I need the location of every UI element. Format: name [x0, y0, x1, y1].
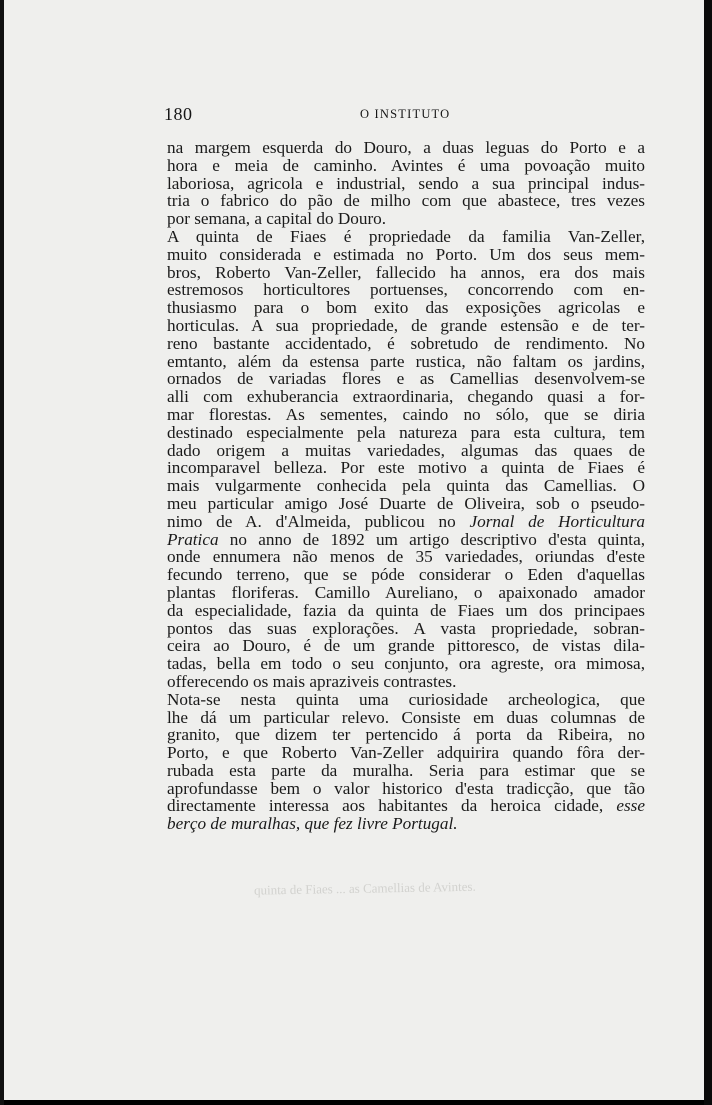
text-line: Nota-se nesta quinta uma curiosidade archeologica, que	[167, 689, 645, 709]
text-line: mais vulgarmente conhecida pela quinta das Camellias. O	[167, 476, 645, 496]
text-line-motto	[167, 815, 645, 833]
text-line: mar florestas. As sementes, caindo no sólo, que se diria	[167, 404, 645, 424]
text-line: rubada esta parte da muralha. Seria para estimar que se	[167, 760, 645, 780]
text-line: hora e meia de caminho. Avintes é uma povoação muito	[167, 155, 645, 175]
text-line: granito, que dizem ter pertencido á porta da Ribeira, no	[167, 725, 645, 745]
text-line: plantas floriferas. Camillo Aureliano, o apaixonado amador	[167, 582, 645, 602]
text-line: aprofundasse bem o valor historico d'esta tradicção, que tão	[167, 778, 645, 798]
text-line: tadas, bella em todo o seu conjunto, ora agreste, ora mimosa,	[167, 654, 645, 674]
text-line-journal-cont	[167, 531, 645, 549]
scan-edge-right	[704, 0, 712, 1105]
page-header	[164, 104, 642, 128]
text-run: directamente interessa aos habitantes da heroica cidade,	[167, 796, 604, 816]
motto: berço de muralhas, que fez livre Portugal.	[167, 814, 458, 834]
text-line: muito considerada e estimada no Porto. Um dos seus mem-	[167, 244, 645, 264]
text-line: fecundo terreno, que se póde considerar o Eden d'aquellas	[167, 565, 645, 585]
text-line: dado origem a muitas variedades, algumas das quaes de	[167, 440, 645, 460]
text-line: Porto, e que Roberto Van-Zeller adquirira quando fôra der-	[167, 743, 645, 763]
text-line: A quinta de Fiaes é propriedade da familia Van-Zeller,	[167, 226, 645, 246]
text-line: alli com exhuberancia extraordinaria, chegando quasi a for-	[167, 387, 645, 407]
text-line: thusiasmo para o bom exito das exposições agricolas e	[167, 298, 645, 318]
text-line: laboriosa, agricola e industrial, sendo a sua principal indus-	[167, 173, 645, 193]
show-through-text: quinta de Fiaes ... as Camellias de Avintes.	[253, 878, 476, 898]
text-line: lhe dá um particular relevo. Consiste em duas columnas de	[167, 707, 645, 727]
running-title: O INSTITUTO	[360, 107, 451, 121]
book-page	[4, 0, 704, 1100]
text-line: bros, Roberto Van-Zeller, fallecido ha annos, era dos mais	[167, 262, 645, 282]
journal-title: Jornal de Horticultura	[469, 511, 646, 531]
text-line: por semana, a capital do Douro.	[167, 209, 387, 229]
text-line: onde ennumera não menos de 35 variedades, oriundas d'este	[167, 547, 645, 567]
text-line: da especialidade, fazia da quinta de Fiaes um dos principaes	[167, 600, 645, 620]
text-line: horticulas. A sua propriedade, de grande estensão e de ter-	[167, 315, 645, 335]
text-line: estremosos horticultores portuenses, concorrendo com en-	[167, 280, 645, 300]
text-line: incomparavel belleza. Por este motivo a quinta de Fiaes é	[167, 458, 645, 478]
text-line: ceira ao Douro, é de um grande pittoresco, de vistas dila-	[167, 636, 645, 656]
text-line: ornados de variadas flores e as Camellias desenvolvem-se	[167, 369, 645, 389]
body-text	[167, 139, 645, 833]
text-line: offerecendo os mais apraziveis contrastes.	[167, 671, 457, 691]
text-line: reno bastante accidentado, é sobretudo de rendimento. No	[167, 333, 645, 353]
text-run: no anno de 1892 um artigo descriptivo d'esta quinta,	[218, 529, 645, 549]
text-line-journal	[167, 513, 645, 531]
journal-title-cont: Pratica	[167, 529, 219, 549]
text-line-with-italic	[167, 797, 645, 815]
text-line: destinado especialmente pela natureza para esta cultura, tem	[167, 422, 645, 442]
page-number: 180	[164, 104, 193, 124]
text-line: meu particular amigo José Duarte de Oliveira, sob o pseudo-	[167, 493, 645, 513]
text-line: tria o fabrico do pão de milho com que abastece, tres vezes	[167, 191, 645, 211]
italic-run: esse	[616, 796, 645, 816]
text-line: emtanto, além da estensa parte rustica, não faltam os jardins,	[167, 351, 645, 371]
text-run: nimo de A. d'Almeida, publicou no	[167, 511, 456, 531]
text-line: na margem esquerda do Douro, a duas leguas do Porto e a	[167, 138, 645, 157]
text-line: pontos das suas explorações. A vasta propriedade, sobran-	[167, 618, 645, 638]
